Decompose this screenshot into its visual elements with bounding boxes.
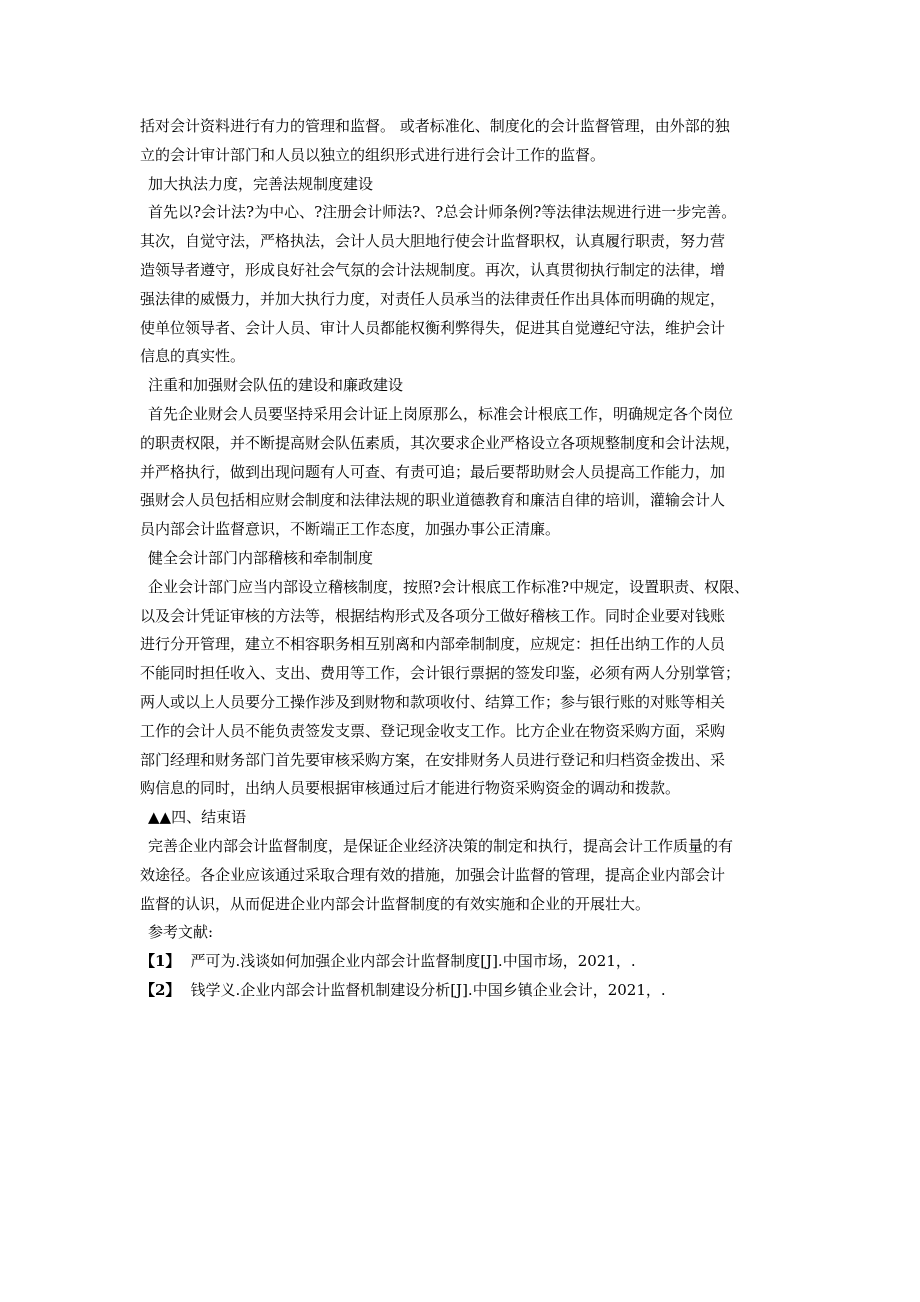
text-line: 立的会计审计部门和人员以独立的组织形式进行进行会计工作的监督。 [140, 145, 606, 164]
text-line: 括对会计资料进行有力的管理和监督。 或者标准化、制度化的会计监督管理，由外部的独 [140, 117, 730, 135]
document-body [140, 112, 800, 1005]
text-line: 造领导者遵守，形成良好社会气氛的会计法规制度。再次，认真贯彻执行制定的法律，增 [140, 260, 726, 279]
text-line: 效途径。各企业应该通过采取合理有效的措施，加强会计监督的管理，提高企业内部会计 [140, 865, 726, 884]
text-line: 强财会人员包括相应财会制度和法律法规的职业道德教育和廉洁自律的培训，灌输会计人 [140, 491, 726, 510]
text-line: 使单位领导者、会计人员、审计人员都能权衡利弊得失，促进其自觉遵纪守法，维护会计 [140, 318, 726, 337]
text-line: 完善企业内部会计监督制度，是保证企业经济决策的制定和执行，提高会计工作质量的有 [148, 836, 734, 855]
text-line: 监督的认识，从而促进企业内部会计监督制度的有效实施和企业的开展壮大。 [140, 894, 651, 913]
references-heading: 参考文献: [148, 923, 214, 942]
text-line: 工作的会计人员不能负责签发支票、登记现金收支工作。比方企业在物资采购方面，采购 [140, 721, 726, 740]
section-heading: 注重和加强财会队伍的建设和廉政建设 [148, 376, 404, 395]
reference-number: 【1】 [140, 952, 181, 971]
text-line: 购信息的同时，出纳人员要根据审核通过后才能进行物资采购资金的调动和拨款。 [140, 779, 681, 798]
reference-text: 钱学义.企业内部会计监督机制建设分析[J].中国乡镇企业会计，2021，. [190, 980, 666, 999]
reference-number: 【2】 [140, 980, 181, 999]
section-heading: 加大执法力度，完善法规制度建设 [148, 174, 374, 193]
text-line: 不能同时担任收入、支出、费用等工作，会计银行票据的签发印鉴，必须有两人分别掌管； [140, 664, 741, 683]
text-line: 部门经理和财务部门首先要审核采购方案，在安排财务人员进行登记和归档资金拨出、采 [140, 750, 726, 769]
text-line: 企业会计部门应当内部设立稽核制度，按照?会计根底工作标准?中规定，设置职责、权限、 [148, 577, 750, 596]
reference-text: 严可为.浅谈如何加强企业内部会计监督制度[J].中国市场，2021，. [190, 952, 636, 971]
text-line: 两人或以上人员要分工操作涉及到财物和款项收付、结算工作；参与银行账的对账等相关 [140, 692, 726, 711]
text-line: 信息的真实性。 [140, 347, 246, 366]
text-line: 进行分开管理，建立不相容职务相互别离和内部牵制制度，应规定：担任出纳工作的人员 [140, 635, 726, 654]
text-line: 以及会计凭证审核的方法等，根据结构形式及各项分工做好稽核工作。同时企业要对钱账 [140, 606, 726, 625]
text-line: 其次，自觉守法，严格执法，会计人员大胆地行使会计监督职权，认真履行职责，努力营 [140, 232, 726, 251]
reference-item [140, 947, 800, 976]
text-line: 并严格执行，做到出现问题有人可查、有责可追；最后要帮助财会人员提高工作能力，加 [140, 462, 726, 481]
text-line: 首先以?会计法?为中心、?注册会计师法?、?总会计师条例?等法律法规进行进一步完善。 [148, 203, 737, 222]
section-heading: ▲▲四、结束语 [148, 808, 247, 827]
text-line: 首先企业财会人员要坚持采用会计证上岗原那么，标准会计根底工作，明确规定各个岗位 [148, 404, 734, 423]
text-line: 的职责权限，并不断提高财会队伍素质，其次要求企业严格设立各项规整制度和会计法规， [140, 433, 741, 452]
reference-item [140, 976, 800, 1005]
text-line: 强法律的威慑力，并加大执行力度，对责任人员承当的法律责任作出具体而明确的规定， [140, 289, 726, 308]
section-heading: 健全会计部门内部稽核和牵制制度 [148, 548, 374, 567]
text-line: 员内部会计监督意识，不断端正工作态度，加强办事公正清廉。 [140, 520, 561, 539]
